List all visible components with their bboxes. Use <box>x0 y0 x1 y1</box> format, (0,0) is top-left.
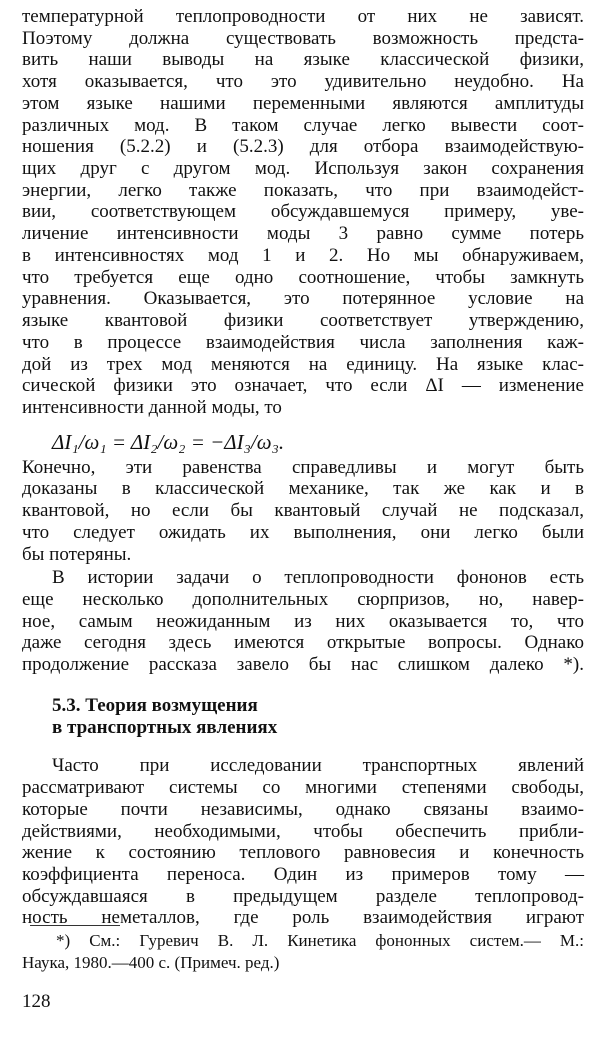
text-line: энергии, легко также показать, что при взаимодейст- <box>22 179 584 201</box>
text-line: вии, соответствующем обсуждавшемуся примеру, уве- <box>22 201 584 223</box>
text-line: языке квантовой физики соответствует утверждению, <box>22 310 584 332</box>
text-line: даже сегодня здесь имеются открытые вопросы. Однако <box>22 632 584 654</box>
text-line: вить наши выводы на языке классической физики, <box>22 49 584 71</box>
text-line: личение интенсивности моды 3 равно сумме потерь <box>22 223 584 245</box>
text-line: ное, самым неожиданным из них оказывается то, что <box>22 610 584 632</box>
text-line: дой из трех мод меняются на единицу. На языке клас- <box>22 353 584 375</box>
text-line: ношения (5.2.2) и (5.2.3) для отбора взаимодействую- <box>22 136 584 158</box>
section-heading: в транспортных явлениях <box>52 716 278 738</box>
text-line: жение к состоянию теплового равновесия и конечность <box>22 842 584 864</box>
text-line: в интенсивностях мод 1 и 2. Но мы обнаруживаем, <box>22 244 584 266</box>
text-line: этом языке нашими переменными являются амплитуды <box>22 92 584 114</box>
text-line: щих друг с другом мод. Используя закон сохранения <box>22 158 584 180</box>
text-line: сической физики это означает, что если ΔI — изменение <box>22 375 584 397</box>
section-heading: 5.3. Теория возмущения <box>52 694 258 716</box>
text-line: хотя оказывается, что это удивительно неудобно. На <box>22 71 584 93</box>
text-line: коэффициента переноса. Один из примеров тому — <box>22 863 584 885</box>
text-line: ность неметаллов, где роль взаимодействия играют <box>22 907 584 929</box>
text-line: Поэтому должна существовать возможность предста- <box>22 27 584 49</box>
text-line: уравнения. Оказывается, это потерянное условие на <box>22 288 584 310</box>
text-line: интенсивности данной моды, то <box>22 396 282 418</box>
book-page <box>22 6 584 1056</box>
text-line: продолжение рассказа завело бы нас слишком далеко *). <box>22 653 584 675</box>
footnote-rule <box>30 925 120 926</box>
text-line: температурной теплопроводности от них не зависят. <box>22 6 584 27</box>
equation: ΔI₁/ω₁ = ΔI₂/ω₂ = −ΔI₃/ω₃. <box>52 429 285 454</box>
text-line: действиями, необходимыми, чтобы обеспечить прибли- <box>22 820 584 842</box>
text-line: обсуждавшаяся в предыдущем разделе теплопровод- <box>22 885 584 907</box>
page-number: 128 <box>22 991 51 1012</box>
text-line: В истории задачи о теплопроводности фононов есть <box>52 567 584 589</box>
text-line: рассматривают системы со многими степенями свободы, <box>22 777 584 799</box>
text-line: доказаны в классической механике, так же как и в <box>22 478 584 500</box>
text-line: бы потеряны. <box>22 543 132 565</box>
text-line: что следует ожидать их выполнения, они легко были <box>22 521 584 543</box>
footnote-line: *) См.: Гуревич В. Л. Кинетика фононных систем.— М.: <box>56 931 584 950</box>
text-line: еще несколько дополнительных сюрпризов, но, навер- <box>22 588 584 610</box>
text-line: Часто при исследовании транспортных явлений <box>52 755 584 777</box>
text-line: Конечно, эти равенства справедливы и могут быть <box>22 456 584 478</box>
text-line: которые почти независимы, однако связаны взаимо- <box>22 798 584 820</box>
text-line: различных мод. В таком случае легко вывести соот- <box>22 114 584 136</box>
text-line: квантовой, но если бы квантовый случай не подсказал, <box>22 500 584 522</box>
footnote-line: Наука, 1980.—400 с. (Примеч. ред.) <box>22 953 280 972</box>
text-line: что в процессе взаимодействия числа заполнения каж- <box>22 331 584 353</box>
text-line: что требуется еще одно соотношение, чтобы замкнуть <box>22 266 584 288</box>
